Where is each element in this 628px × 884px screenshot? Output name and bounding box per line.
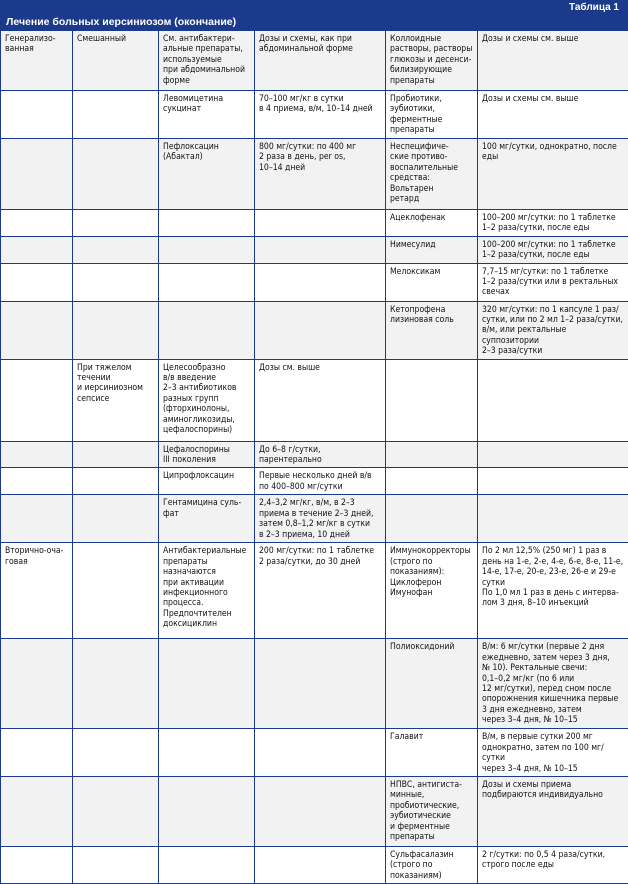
form-cell [1, 236, 73, 263]
adjunct-drug-cell: НПВС, антигиста- минные, пробиотические, эубиотические и ферментные препараты [386, 776, 478, 846]
form-cell: Вторично-оча- говая [1, 543, 73, 639]
dose-cell: 800 мг/сутки: по 400 мг 2 раза в день, per os, 10–14 дней [255, 139, 386, 210]
adjunct-dose-cell [478, 359, 628, 441]
treatment-table [0, 30, 628, 884]
form-cell [1, 846, 73, 883]
variant-cell [73, 91, 159, 139]
adjunct-drug-cell: Полиоксидоний [386, 639, 478, 729]
dose-cell: 2,4–3,2 мг/кг, в/м, в 2–3 приема в течение 2–3 дней, затем 0,8–1,2 мг/кг в сутки в 2–3 приема, 10 дней [255, 495, 386, 543]
adjunct-drug-cell: Сульфасалазин (строго по показаниям) [386, 846, 478, 883]
table-row [1, 729, 628, 777]
table-row [1, 441, 628, 468]
adjunct-dose-cell: В/м, в первые сутки 200 мг однократно, затем по 100 мг/сутки через 3–4 дня, № 10–15 [478, 729, 628, 777]
dose-cell [255, 210, 386, 237]
adjunct-drug-cell [386, 359, 478, 441]
drug-cell [159, 846, 255, 883]
variant-cell [73, 543, 159, 639]
drug-cell [159, 263, 255, 301]
adjunct-drug-cell: Галавит [386, 729, 478, 777]
drug-cell [159, 210, 255, 237]
variant-cell [73, 441, 159, 468]
table-header [0, 0, 628, 30]
adjunct-drug-cell [386, 495, 478, 543]
drug-cell [159, 776, 255, 846]
variant-cell [73, 729, 159, 777]
drug-cell: Ципрофлоксацин [159, 468, 255, 495]
adjunct-drug-cell: Коллоидные растворы, растворы глюкозы и десенси- билизирующие препараты [386, 31, 478, 91]
drug-cell: См. антибактери- альные препараты, используемые при абдоминальной форме [159, 31, 255, 91]
dose-cell [255, 301, 386, 359]
adjunct-dose-cell: 100–200 мг/сутки: по 1 таблетке 1–2 раза/сутки, после еды [478, 210, 628, 237]
drug-cell [159, 729, 255, 777]
table-row [1, 846, 628, 883]
adjunct-dose-cell: По 2 мл 12,5% (250 мг) 1 раз в день на 1-е, 2-е, 4-е, 6-е, 8-е, 11-е, 14-е, 17-е, 20-е, 23-е, 26-е и 29-е сутки По 1,0 мл 1 раз в день с интерва- лом 3 дня, 8–10 инъекций [478, 543, 628, 639]
form-cell [1, 301, 73, 359]
adjunct-drug-cell: Нимесулид [386, 236, 478, 263]
table-row [1, 359, 628, 441]
dose-cell: 200 мг/сутки: по 1 таблетке 2 раза/сутки, до 30 дней [255, 543, 386, 639]
variant-cell [73, 236, 159, 263]
adjunct-drug-cell: Пробиотики, эубиотики, ферментные препараты [386, 91, 478, 139]
adjunct-drug-cell [386, 468, 478, 495]
adjunct-dose-cell: Дозы и схемы см. выше [478, 91, 628, 139]
adjunct-dose-cell: 7,7–15 мг/сутки: по 1 таблетке 1–2 раза/сутки или в ректальных свечах [478, 263, 628, 301]
dose-cell [255, 729, 386, 777]
table-row [1, 639, 628, 729]
table-row [1, 543, 628, 639]
variant-cell: Смешанный [73, 31, 159, 91]
form-cell [1, 729, 73, 777]
variant-cell [73, 468, 159, 495]
drug-cell [159, 639, 255, 729]
variant-cell [73, 301, 159, 359]
drug-cell [159, 301, 255, 359]
dose-cell [255, 846, 386, 883]
dose-cell: Дозы см. выше [255, 359, 386, 441]
dose-cell [255, 639, 386, 729]
dose-cell [255, 263, 386, 301]
drug-cell: Антибактериальные препараты назначаются при активации инфекционного процесса. Предпочтителен доксициклин [159, 543, 255, 639]
table-row [1, 495, 628, 543]
form-cell [1, 441, 73, 468]
table-row [1, 263, 628, 301]
adjunct-dose-cell: Дозы и схемы см. выше [478, 31, 628, 91]
variant-cell [73, 495, 159, 543]
form-cell [1, 359, 73, 441]
form-cell [1, 139, 73, 210]
adjunct-dose-cell: 100 мг/сутки, однократно, после еды [478, 139, 628, 210]
dose-cell: До 6–8 г/сутки, парентерально [255, 441, 386, 468]
dose-cell: Первые несколько дней в/в по 400–800 мг/сутки [255, 468, 386, 495]
table-title: Лечение больных иерсиниозом (окончание) [6, 17, 236, 27]
dose-cell [255, 236, 386, 263]
adjunct-drug-cell: Кетопрофена лизиновая соль [386, 301, 478, 359]
table-number: Таблица 1 [569, 3, 619, 13]
form-cell [1, 210, 73, 237]
variant-cell [73, 776, 159, 846]
adjunct-drug-cell: Неспецифиче- ские противо- воспалительные средства: Вольтарен ретард [386, 139, 478, 210]
form-cell: Генерализо- ванная [1, 31, 73, 91]
adjunct-drug-cell: Ацеклофенак [386, 210, 478, 237]
variant-cell [73, 139, 159, 210]
adjunct-drug-cell [386, 441, 478, 468]
variant-cell: При тяжелом течении и иерсиниозном сепсисе [73, 359, 159, 441]
table-row [1, 468, 628, 495]
table-row [1, 776, 628, 846]
dose-cell [255, 776, 386, 846]
adjunct-drug-cell: Мелоксикам [386, 263, 478, 301]
variant-cell [73, 263, 159, 301]
table-row [1, 31, 628, 91]
drug-cell: Левомицетина сукцинат [159, 91, 255, 139]
drug-cell: Целесообразно в/в введение 2–3 антибиотиков разных групп (фторхинолоны, аминогликозиды, цефалоспорины) [159, 359, 255, 441]
adjunct-dose-cell: 320 мг/сутки: по 1 капсуле 1 раз/ сутки, или по 2 мл 1–2 раза/сутки, в/м, или ректальные суппозитории 2–3 раза/сутки [478, 301, 628, 359]
form-cell [1, 468, 73, 495]
variant-cell [73, 639, 159, 729]
adjunct-dose-cell [478, 495, 628, 543]
adjunct-dose-cell: 2 г/сутки: по 0,5 4 раза/сутки, строго после еды [478, 846, 628, 883]
form-cell [1, 776, 73, 846]
variant-cell [73, 210, 159, 237]
form-cell [1, 91, 73, 139]
drug-cell: Цефалоспорины III поколения [159, 441, 255, 468]
table-row [1, 301, 628, 359]
table-row [1, 91, 628, 139]
form-cell [1, 495, 73, 543]
table-row [1, 210, 628, 237]
adjunct-dose-cell [478, 441, 628, 468]
dose-cell: Дозы и схемы, как при абдоминальной форме [255, 31, 386, 91]
adjunct-dose-cell: 100–200 мг/сутки: по 1 таблетке 1–2 раза/сутки, после еды [478, 236, 628, 263]
form-cell [1, 639, 73, 729]
form-cell [1, 263, 73, 301]
table-row [1, 236, 628, 263]
adjunct-dose-cell [478, 468, 628, 495]
drug-cell: Пефлоксацин (Абактал) [159, 139, 255, 210]
variant-cell [73, 846, 159, 883]
adjunct-dose-cell: Дозы и схемы приема подбираются индивидуально [478, 776, 628, 846]
adjunct-dose-cell: В/м: 6 мг/сутки (первые 2 дня ежедневно, затем через 3 дня, № 10). Ректальные свечи: 0,1–0,2 мг/кг (по 6 или 12 мг/сутки), перед сном после опорожнения кишечника первые 3 дня ежедневно, затем через 3–4 дня, № 10–15 [478, 639, 628, 729]
adjunct-drug-cell: Иммунокорректоры (строго по показаниям): Циклоферон Имунофан [386, 543, 478, 639]
table-row [1, 139, 628, 210]
drug-cell: Гентамицина суль- фат [159, 495, 255, 543]
drug-cell [159, 236, 255, 263]
dose-cell: 70–100 мг/кг в сутки в 4 приема, в/м, 10–14 дней [255, 91, 386, 139]
